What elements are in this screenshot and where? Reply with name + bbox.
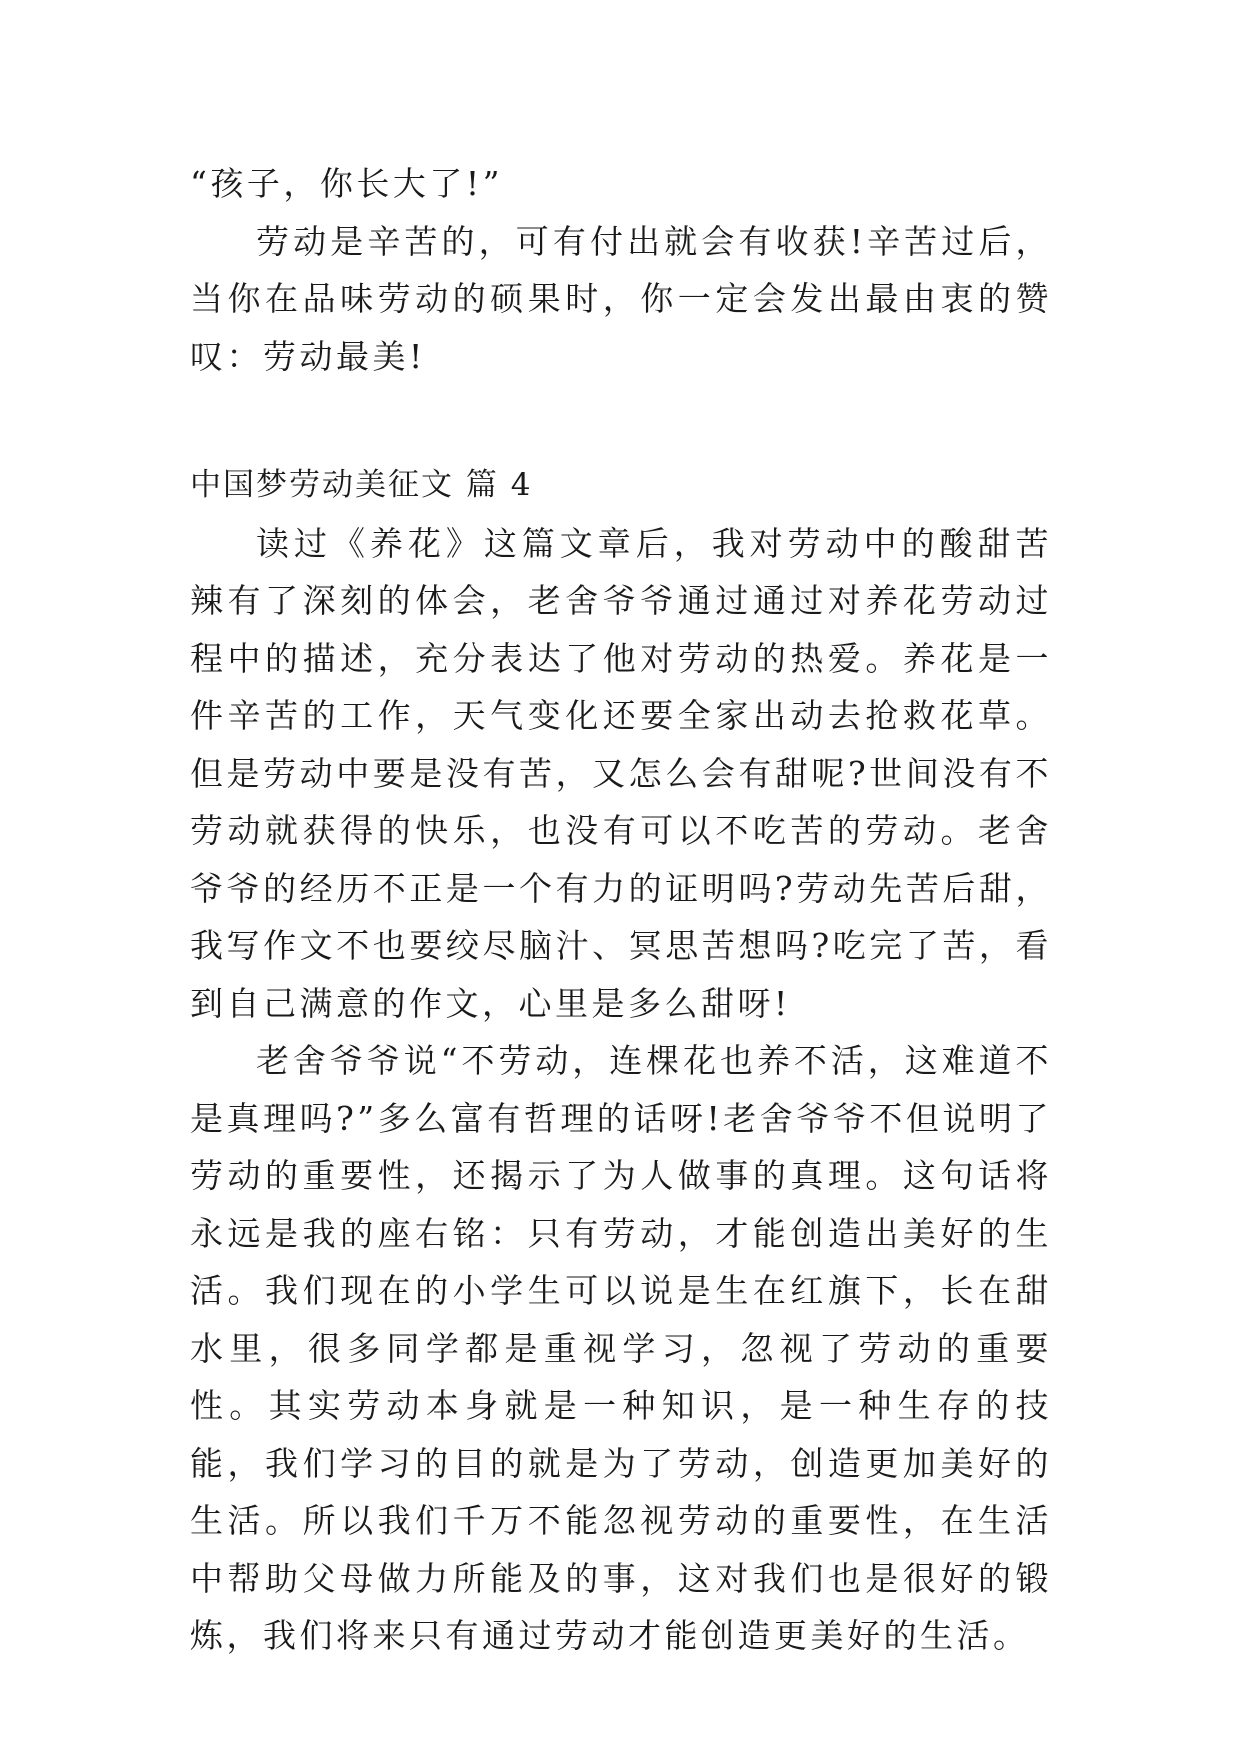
paragraph: 老舍爷爷说“不劳动，连棵花也养不活，这难道不是真理吗?”多么富有哲理的话呀!老舍爷爷不但说明了劳动的重要性，还揭示了为人做事的真理。这句话将永远是我的座右铭：只有劳动，才能创造出美好的生活。我们现在的小学生可以说是生在红旗下，长在甜水里，很多同学都是重视学习，忽视了劳动的重要性。其实劳动本身就是一种知识，是一种生存的技能，我们学习的目的就是为了劳动，创造更加美好的生活。所以我们千万不能忽视劳动的重要性，在生活中帮助父母做力所能及的事，这对我们也是很好的锻炼，我们将来只有通过劳动才能创造更美好的生活。	[190, 1041, 1052, 1655]
section-gap	[190, 385, 1052, 457]
opening-line: “孩子，你长大了!”	[190, 164, 504, 203]
paragraph: 读过《养花》这篇文章后，我对劳动中的酸甜苦辣有了深刻的体会，老舍爷爷通过通过对养花劳动过程中的描述，充分表达了他对劳动的热爱。养花是一件辛苦的工作，天气变化还要全家出动去抢救花草。但是劳动中要是没有苦，又怎么会有甜呢?世间没有不劳动就获得的快乐，也没有可以不吃苦的劳动。老舍爷爷的经历不正是一个有力的证明吗?劳动先苦后甜，我写作文不也要绞尽脑汁、冥思苦想吗?吃完了苦，看到自己满意的作文，心里是多么甜呀!	[190, 523, 1052, 1023]
section-heading: 中国梦劳动美征文 篇 4	[190, 467, 533, 503]
paragraph: 劳动是辛苦的，可有付出就会有收获!辛苦过后，当你在品味劳动的硕果时，你一定会发出最由衷的赞叹：劳动最美!	[190, 221, 1052, 376]
document-body	[190, 155, 1052, 1665]
